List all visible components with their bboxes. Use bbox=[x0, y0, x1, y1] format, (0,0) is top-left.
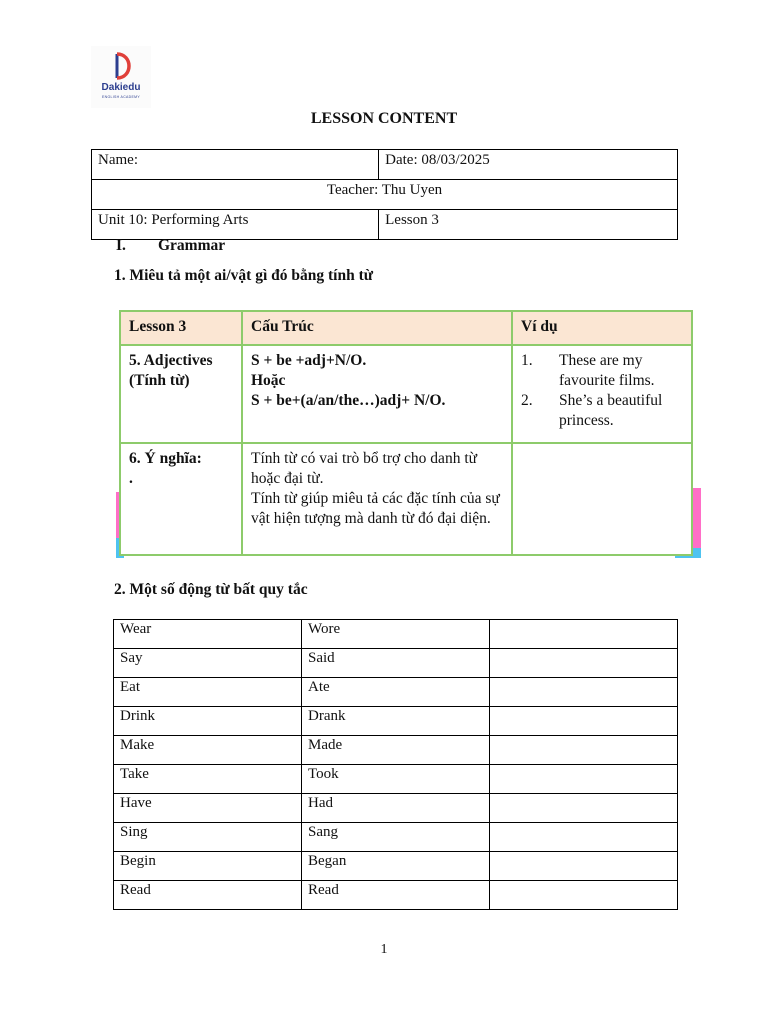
irregular-verbs-table bbox=[113, 619, 678, 910]
table-row bbox=[114, 765, 678, 794]
subsection-irregular-verbs: 2. Một số động từ bất quy tắc bbox=[114, 581, 308, 598]
page-title: LESSON CONTENT bbox=[310, 110, 458, 127]
adjectives-label bbox=[120, 345, 242, 443]
info-table bbox=[91, 149, 678, 240]
table-cell: Began bbox=[302, 852, 490, 881]
label-line: . bbox=[129, 470, 133, 487]
example-list bbox=[521, 351, 683, 431]
grammar-table bbox=[119, 310, 693, 556]
section-grammar-heading bbox=[116, 237, 225, 255]
table-cell: Eat bbox=[114, 678, 302, 707]
meaning-line: Tính từ có vai trò bổ trợ cho danh từ hoặc đại từ. bbox=[251, 450, 478, 487]
table-cell: Said bbox=[302, 649, 490, 678]
example-item bbox=[521, 351, 683, 391]
table-cell: Ate bbox=[302, 678, 490, 707]
table-cell: Sing bbox=[114, 823, 302, 852]
structure-line: S + be+(a/an/the…)adj+ N/O. bbox=[251, 392, 446, 409]
unit-field: Unit 10: Performing Arts bbox=[92, 210, 379, 240]
table-cell: Had bbox=[302, 794, 490, 823]
table-cell bbox=[490, 765, 678, 794]
table-cell bbox=[490, 794, 678, 823]
table-cell bbox=[490, 678, 678, 707]
table-cell bbox=[490, 881, 678, 910]
table-cell: Read bbox=[302, 881, 490, 910]
table-cell: Made bbox=[302, 736, 490, 765]
section-title: Grammar bbox=[158, 237, 226, 254]
table-cell: Sang bbox=[302, 823, 490, 852]
example-item bbox=[521, 391, 683, 431]
table-row bbox=[114, 649, 678, 678]
table-row bbox=[114, 736, 678, 765]
example-text: She’s a beautiful princess. bbox=[559, 392, 663, 429]
table-cell: Take bbox=[114, 765, 302, 794]
table-cell bbox=[490, 736, 678, 765]
header-lesson: Lesson 3 bbox=[120, 311, 242, 345]
date-field: Date: 08/03/2025 bbox=[379, 150, 678, 180]
table-row bbox=[114, 620, 678, 649]
structure-cell bbox=[242, 345, 512, 443]
dakiedu-logo bbox=[91, 46, 151, 108]
table-cell bbox=[490, 620, 678, 649]
table-cell bbox=[490, 649, 678, 678]
meaning-label bbox=[120, 443, 242, 555]
table-row bbox=[114, 852, 678, 881]
teacher-field: Teacher: Thu Uyen bbox=[92, 180, 678, 210]
header-structure: Cấu Trúc bbox=[242, 311, 512, 345]
section-number: I. bbox=[116, 237, 126, 254]
table-cell: Say bbox=[114, 649, 302, 678]
label-line: (Tính từ) bbox=[129, 372, 190, 389]
header-example: Ví dụ bbox=[512, 311, 692, 345]
table-cell: Wear bbox=[114, 620, 302, 649]
label-line: 5. Adjectives bbox=[129, 352, 213, 369]
table-cell: Make bbox=[114, 736, 302, 765]
table-row bbox=[114, 794, 678, 823]
grammar-image bbox=[116, 310, 701, 560]
table-row bbox=[114, 678, 678, 707]
table-cell: Have bbox=[114, 794, 302, 823]
table-cell bbox=[490, 707, 678, 736]
table-cell bbox=[490, 852, 678, 881]
table-cell: Drank bbox=[302, 707, 490, 736]
logo-subtext: ENGLISH ACADEMY bbox=[102, 95, 140, 99]
table-row bbox=[114, 707, 678, 736]
meaning-line: Tính từ giúp miêu tả các đặc tính của sự vật hiện tượng mà danh từ đó đại diện. bbox=[251, 490, 500, 527]
example-number: 1. bbox=[521, 352, 533, 369]
page-number: 1 bbox=[380, 942, 388, 957]
lesson-field: Lesson 3 bbox=[379, 210, 678, 240]
logo-mark-icon bbox=[91, 46, 151, 86]
structure-line: Hoặc bbox=[251, 372, 286, 389]
table-cell: Wore bbox=[302, 620, 490, 649]
example-text: These are my favourite films. bbox=[559, 352, 655, 389]
table-cell: Read bbox=[114, 881, 302, 910]
table-cell: Took bbox=[302, 765, 490, 794]
subsection-adjectives: 1. Miêu tả một ai/vật gì đó bằng tính từ bbox=[114, 267, 374, 284]
example-number: 2. bbox=[521, 392, 533, 409]
meaning-cell bbox=[242, 443, 512, 555]
structure-line: S + be +adj+N/O. bbox=[251, 352, 367, 369]
label-line: 6. Ý nghĩa: bbox=[129, 450, 202, 467]
example-cell bbox=[512, 345, 692, 443]
table-cell: Begin bbox=[114, 852, 302, 881]
table-cell: Drink bbox=[114, 707, 302, 736]
table-row bbox=[114, 881, 678, 910]
table-row bbox=[114, 823, 678, 852]
name-field: Name: bbox=[92, 150, 379, 180]
empty-cell bbox=[512, 443, 692, 555]
logo-text: Dakiedu bbox=[101, 82, 141, 93]
table-cell bbox=[490, 823, 678, 852]
